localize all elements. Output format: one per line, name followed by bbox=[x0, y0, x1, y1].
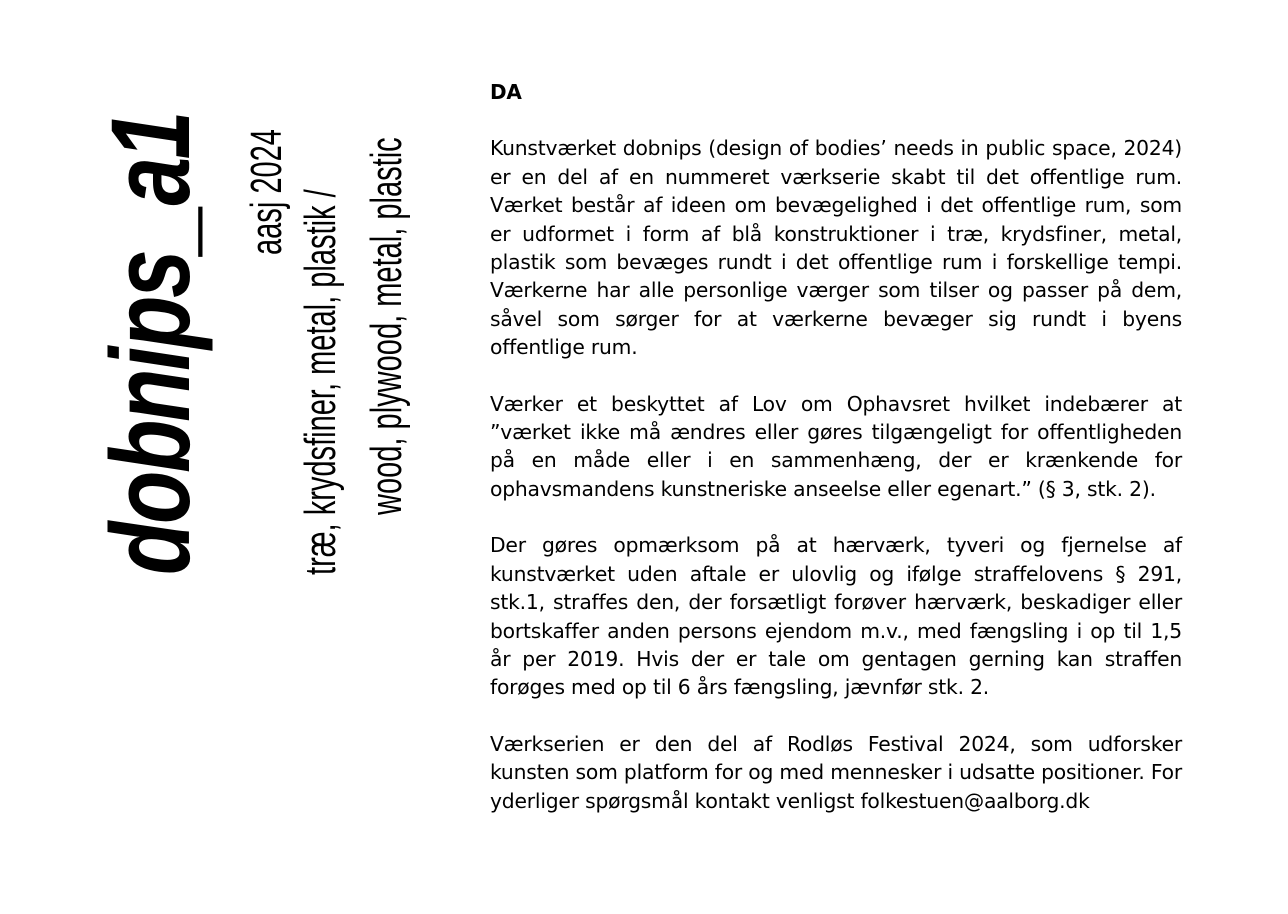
materials-english: wood, plywood, metal, plastic bbox=[362, 137, 411, 515]
paragraph-copyright: Værker et beskyttet af Lov om Ophavsret hvilket indebærer at ”værket ikke må ændres eller gøres tilgængeligt for offentligheden på en måde eller i en sammenhæng, der er krænkende for ophavsmandens kunstneriske anseelse eller egenart.” (§ 3, stk. 2). bbox=[490, 391, 1182, 501]
vertical-title-block bbox=[88, 15, 425, 575]
paragraph-description: Kunstværket dobnips (design of bodies’ needs in public space, 2024) er en del af en nummeret værkserie skabt til det offentlige rum. Værket består af ideen om bevægelighed i det offentlige rum, som er udformet i form af blå konstruktioner i træ, krydsfiner, metal, plastik som bevæges rundt i det offentlige rum i forskellige tempi. Værkerne har alle personlige værger som tilser og passer på dem, såvel som sørger for at værkerne bevæger sig rundt i byens offentlige rum. bbox=[490, 136, 1182, 360]
materials-danish: træ, krydsfiner, metal, plastik / bbox=[296, 189, 345, 575]
language-heading: DA bbox=[490, 80, 522, 104]
artist-year: aasj 2024 bbox=[242, 129, 291, 255]
paragraph-festival-contact: Værkserien er den del af Rodløs Festival 2024, som udforsker kunsten som platform for og med mennesker i udsatte positioner. For yderliger spørgsmål kontakt venligst folkestuen@aalborg.dk bbox=[490, 731, 1182, 813]
paragraph-vandalism-notice: Der gøres opmærksom på at hærværk, tyveri og fjernelse af kunstværket uden aftale er ulovlig og ifølge straffelovens § 291, stk.1, straffes den, der forsætligt forøver hærværk, beskadiger eller bortskaffer anden persons ejendom m.v., med fængsling i op til 1,5 år per 2019. Hvis der er tale om gentagen gerning kan straffen forøges med op til 6 års fængsling, jævnfør stk. 2. bbox=[490, 533, 1182, 700]
artwork-title: dobnips_a1 bbox=[88, 112, 213, 575]
text-column bbox=[490, 78, 1182, 815]
